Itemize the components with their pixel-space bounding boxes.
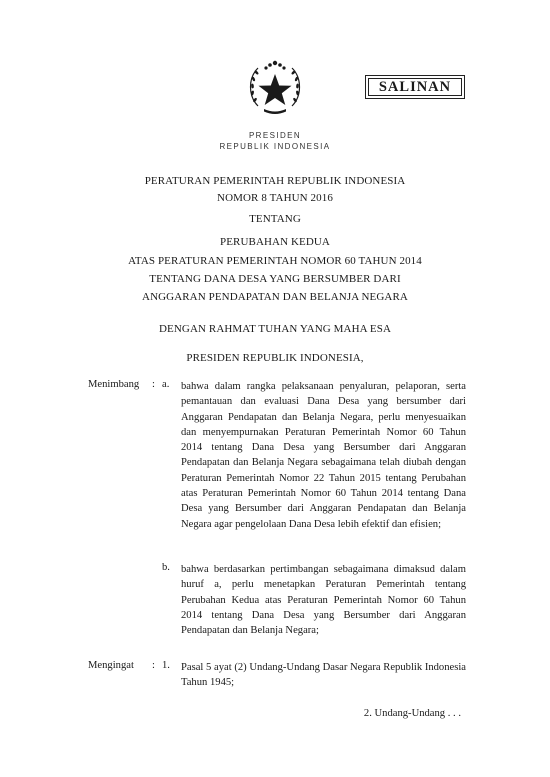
- mengingat-label: Mengingat: [88, 660, 134, 671]
- title-subject-line-1: PERUBAHAN KEDUA: [220, 236, 330, 248]
- salinan-stamp: [365, 75, 465, 99]
- menimbang-label: Menimbang: [88, 379, 140, 390]
- title-subject-line-2: ATAS PERATURAN PEMERINTAH NOMOR 60 TAHUN 2014: [128, 255, 422, 267]
- menimbang-item-a-letter: a.: [162, 379, 170, 390]
- preamble-president: PRESIDEN REPUBLIK INDONESIA,: [186, 352, 364, 364]
- title-subject-line-4: ANGGARAN PENDAPATAN DAN BELANJA NEGARA: [142, 291, 408, 303]
- header-republik-indonesia: REPUBLIK INDONESIA: [219, 142, 331, 151]
- mengingat-colon: :: [152, 660, 155, 671]
- title-subject-line-3: TENTANG DANA DESA YANG BERSUMBER DARI: [149, 273, 401, 285]
- regulation-number: NOMOR 8 TAHUN 2016: [217, 192, 333, 204]
- mengingat-item-1-text: Pasal 5 ayat (2) Undang-Undang Dasar Negara Republik Indonesia Tahun 1945;: [181, 662, 466, 689]
- header-presiden: PRESIDEN: [248, 131, 302, 140]
- page-continuation: 2. Undang-Undang . . .: [363, 708, 461, 719]
- mengingat-item-1-letter: 1.: [162, 660, 170, 671]
- menimbang-item-b-letter: b.: [162, 562, 170, 573]
- salinan-label: SALINAN: [378, 78, 452, 95]
- title-tentang: TENTANG: [249, 213, 301, 225]
- menimbang-colon: :: [152, 379, 155, 390]
- garuda-emblem-icon: [244, 56, 306, 118]
- menimbang-item-b-text: bahwa berdasarkan pertimbangan sebagaimana dimaksud dalam huruf a, perlu menetapkan Peraturan Pemerintah tentang Perubahan Kedua atas Peraturan Pemerintah Nomor 60 Tahun 2014 tentang Dana Desa yang Bersumber dari Anggaran Pendapatan dan Belanja Negara;: [181, 564, 466, 637]
- menimbang-item-a-text: bahwa dalam rangka pelaksanaan penyaluran, pelaporan, serta pemantauan dan evaluasi Dana Desa yang bersumber dari Anggaran Pendapatan dan Belanja Negara, perlu menyesuaikan dan menyempurnakan Peraturan Pemerintah Nomor 60 Tahun 2014 tentang Dana Desa yang Bersumber dari Anggaran Pendapatan dan Belanja Negara sebagaimana telah diubah dengan Peraturan Pemerintah Nomor 22 Tahun 2015 tentang Perubahan atas Peraturan Pemerintah Nomor 60 Tahun 2014 tentang Dana Desa yang Bersumber dari Anggaran Pendapatan dan Belanja Negara agar pengelolaan Dana Desa lebih efektif dan efisien;: [181, 381, 466, 530]
- preamble-grace: DENGAN RAHMAT TUHAN YANG MAHA ESA: [159, 323, 391, 335]
- regulation-title: PERATURAN PEMERINTAH REPUBLIK INDONESIA: [144, 175, 406, 187]
